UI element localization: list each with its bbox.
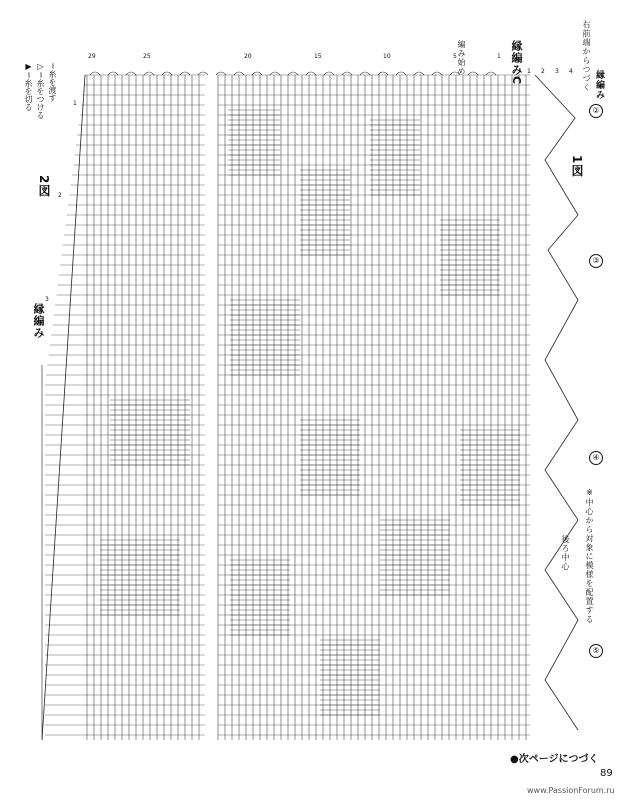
chain-arc <box>324 72 334 75</box>
right-row-4: 4 <box>569 68 573 75</box>
row-number-20: 20 <box>244 53 252 60</box>
page-number: 89 <box>600 768 613 779</box>
right-row-1: 1 <box>527 68 531 75</box>
right-row-3: 3 <box>555 68 559 75</box>
chain-arc <box>432 72 442 75</box>
repeat-marker-5: ⑤ <box>589 644 603 658</box>
continue-label: 右前端からつづく <box>582 20 591 92</box>
back-center-label: 後ろ中心 <box>561 535 570 571</box>
chain-arc <box>180 72 190 75</box>
chain-arc <box>162 72 172 75</box>
chart-grid <box>42 75 530 740</box>
right-row-2: 2 <box>541 68 545 75</box>
edge-row-2: 2 <box>58 192 62 199</box>
repeat-marker-4: ④ <box>589 451 603 465</box>
row-number-5: 5 <box>453 53 457 60</box>
edge-label-left: 縁編み <box>32 303 45 339</box>
chain-arc <box>378 72 388 75</box>
chain-arc <box>360 72 370 75</box>
symmetry-note: ※中心から対象に模様を配置する <box>585 488 594 624</box>
row-number-25: 25 <box>143 53 151 60</box>
chain-arc <box>288 72 298 75</box>
chain-arc <box>198 72 208 75</box>
chain-arc <box>342 72 352 75</box>
chain-arc <box>108 72 118 75</box>
chain-arc <box>306 72 316 75</box>
chain-arc <box>396 72 406 75</box>
chain-arc <box>486 72 496 75</box>
chain-arc <box>252 72 262 75</box>
figure-2-title: 2図 <box>37 175 51 198</box>
edge-row-3: 3 <box>45 296 49 303</box>
legend-item-carry-yarn: ＝糸を渡す <box>48 62 57 102</box>
start-label: 編み始め <box>457 40 466 76</box>
watermark: www.PassionForum.ru <box>527 786 615 795</box>
chain-arc <box>144 72 154 75</box>
symbol-legend <box>22 62 58 119</box>
row-number-29: 29 <box>88 53 96 60</box>
edge-label-right: 縁編み <box>594 70 604 100</box>
chain-arc <box>126 72 136 75</box>
repeat-marker-2: ② <box>589 104 603 118</box>
legend-item-cut-yarn: ▶＝糸を切る <box>24 62 33 111</box>
chain-arc <box>468 72 478 75</box>
row-number-15: 15 <box>314 53 322 60</box>
edge-c-label: 縁編みC <box>510 40 523 86</box>
row-number-1: 1 <box>497 53 501 60</box>
figure-1-title: 1図 <box>570 155 584 178</box>
continue-next-page: ●次ページにつづく <box>510 754 599 765</box>
legend-item-attach-yarn: ▷＝糸をつける <box>36 62 45 119</box>
row-number-10: 10 <box>383 53 391 60</box>
chain-arc <box>414 72 424 75</box>
chain-arc <box>216 72 226 75</box>
repeat-marker-3: ③ <box>589 254 603 268</box>
chain-arc <box>270 72 280 75</box>
chain-arc <box>234 72 244 75</box>
edge-row-1: 1 <box>73 100 77 107</box>
chain-arc <box>90 72 100 75</box>
